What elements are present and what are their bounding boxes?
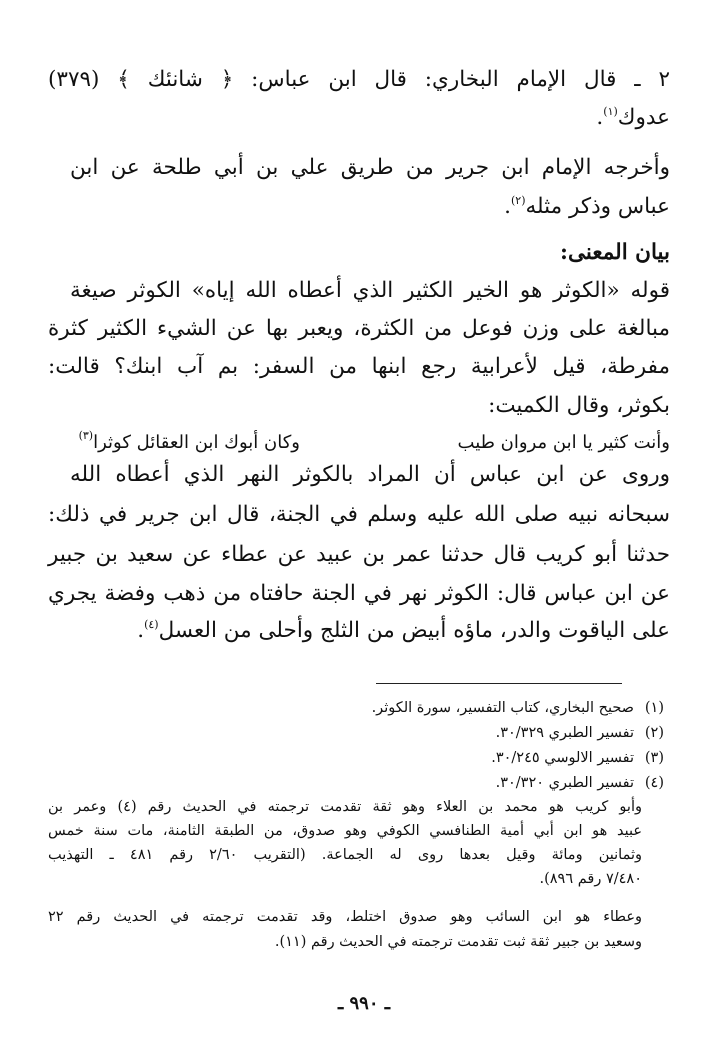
footnote-marker-3: (٣) <box>78 429 94 442</box>
end-dot: . <box>504 194 511 219</box>
footnote-note-line-2: عبيد هو ابن أبي أمية الطنافسي الكوفي وهو صدوق، من الطبقة الثامنة، مات سنة خمس <box>48 823 642 839</box>
footnote-marker-2: (٢) <box>510 194 526 207</box>
verse-second-text: وكان أبوك ابن العقائل كوثرا <box>93 432 300 453</box>
end-dot: . <box>596 105 604 130</box>
section-heading: بيان المعنى: <box>560 240 670 265</box>
end-dot: . <box>137 618 145 643</box>
body-line-4 <box>48 192 670 222</box>
footnote-note-line-5: وعطاء هو ابن السائب وهو صدوق اختلط، وقد تقدمت ترجمته في الحديث رقم ٢٢ <box>48 909 642 925</box>
body-line-11: سبحانه نبيه صلى الله عليه وسلم في الجنة، قال ابن جرير في ذلك: <box>48 502 670 527</box>
body-line-7: مبالغة على وزن فوعل من الكثرة، ويعبر بها عن الشيء الكثير كثرة <box>48 316 670 341</box>
footnote-marker-1: (١) <box>603 105 618 118</box>
footnote-1 <box>48 696 664 720</box>
body-line-14 <box>48 616 670 646</box>
body-line-2-text: عدوك <box>617 105 670 130</box>
body-line-8: مفرطة، قيل لأعرابية رجع ابنها من السفر: بم آب ابنك؟ قالت: <box>48 354 670 379</box>
body-line-13: عن ابن عباس قال: الكوثر نهر في الجنة حافتاه من ذهب وفضة يجري <box>48 581 670 606</box>
body-line-14-text: على الياقوت والدر، ماؤه أبيض من الثلج وأحلى من العسل <box>158 618 670 643</box>
body-line-6: قوله «الكوثر هو الخير الكثير الذي أعطاه الله إياه» الكوثر صيغة <box>70 278 670 303</box>
verse-second-hemistich <box>79 428 300 458</box>
footnote-3-text: تفسير الالوسي ٣٠/٢٤٥. <box>491 750 634 766</box>
body-line-10: وروى عن ابن عباس أن المراد بالكوثر النهر الذي أعطاه الله <box>70 462 670 487</box>
footnote-marker-4: (٤) <box>144 618 159 631</box>
footnote-note-line-3: وثمانين ومائة وقيل بعدها روى له الجماعة. (التقريب ٢/٦٠ رقم ٤٨١ ـ التهذيب <box>48 847 642 863</box>
body-line-4-text: عباس وذكر مثله <box>525 194 670 219</box>
footnote-2-text: تفسير الطبري ٣٠/٣٢٩. <box>495 725 634 741</box>
footnote-4-num: (٤) <box>644 775 664 791</box>
verse-first-hemistich: وأنت كثير يا ابن مروان طيب <box>457 432 670 453</box>
body-line-1: ٢ ـ قال الإمام البخاري: قال ابن عباس: ﴿ شانئك ﴾ (٣٧٩) <box>48 67 670 92</box>
footnote-2 <box>48 721 664 745</box>
footnote-4 <box>48 771 664 795</box>
page-number: ـ ٩٩٠ ـ <box>337 993 391 1014</box>
footnote-note-line-1: وأبو كريب هو محمد بن العلاء وهو ثقة تقدمت ترجمته في الحديث رقم (٤) وعمر بن <box>48 799 642 815</box>
footnote-1-num: (١) <box>644 700 664 716</box>
footnote-1-text: صحيح البخاري، كتاب التفسير، سورة الكوثر. <box>371 700 634 716</box>
body-line-3: وأخرجه الإمام ابن جرير من طريق علي بن أبي طلحة عن ابن <box>70 155 670 180</box>
body-line-12: حدثنا أبو كريب قال حدثنا عمر بن عبيد عن عطاء عن سعيد بن جبير <box>48 542 670 567</box>
footnote-divider <box>376 683 622 684</box>
footnote-2-num: (٢) <box>644 725 664 741</box>
poetry-verse <box>30 428 670 458</box>
body-line-9: بكوثر، وقال الكميت: <box>488 393 670 418</box>
footnote-4-text: تفسير الطبري ٣٠/٣٢٠. <box>495 775 634 791</box>
footnote-note-line-6: وسعيد بن جبير ثقة ثبت تقدمت ترجمته في الحديث رقم (١١). <box>274 934 642 950</box>
footnote-3 <box>48 746 664 770</box>
footnote-3-num: (٣) <box>644 750 664 766</box>
footnote-note-line-4: ٧/٤٨٠ رقم ٨٩٦). <box>539 871 642 887</box>
body-line-2 <box>48 103 670 133</box>
